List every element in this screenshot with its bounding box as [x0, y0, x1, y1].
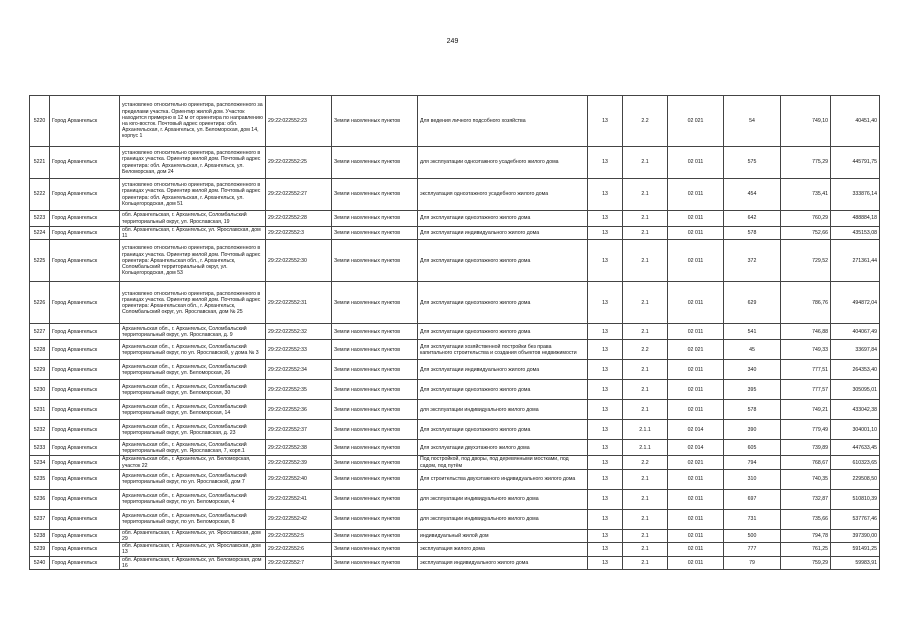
cadastral-number-cell: 29:22:022552:33: [266, 340, 332, 360]
specific-value-cell: 749,10: [781, 96, 831, 147]
classifier-code-cell: 02 011: [668, 240, 724, 282]
municipality-cell: Город Архангельск: [50, 509, 120, 529]
area-cell: 697: [724, 489, 781, 509]
cadastral-value-cell: 537767,46: [831, 509, 880, 529]
code-13-cell: 13: [588, 360, 623, 380]
address-cell: Архангельская обл., г. Архангельск, Соломбальский территориальный округ, ул. Ярославская, 7, корп.1: [120, 440, 266, 456]
permitted-use-cell: для эксплуатации одноэтажного усадебного жилого дома: [418, 147, 588, 179]
classifier-code-cell: 02 011: [668, 543, 724, 556]
row-number-cell: 5233: [30, 440, 50, 456]
municipality-cell: Город Архангельск: [50, 282, 120, 324]
permitted-use-cell: эксплуатация жилого дома: [418, 543, 588, 556]
municipality-cell: Город Архангельск: [50, 380, 120, 400]
cadastral-number-cell: 29:22:022552:5: [266, 529, 332, 542]
cadastral-value-cell: 59983,91: [831, 556, 880, 569]
permitted-use-cell: Для эксплуатации одноэтажного жилого дома: [418, 420, 588, 440]
row-number-cell: 5231: [30, 400, 50, 420]
group-code-cell: 2.1: [623, 509, 668, 529]
table-row: [30, 380, 880, 400]
area-cell: 454: [724, 179, 781, 211]
permitted-use-cell: Для эксплуатации одноэтажного жилого дома: [418, 240, 588, 282]
land-category-cell: Земли населенных пунктов: [332, 420, 418, 440]
group-code-cell: 2.1: [623, 227, 668, 240]
table-row: [30, 509, 880, 529]
permitted-use-cell: Для строительства двухэтажного индивидуального жилого дома: [418, 469, 588, 489]
land-category-cell: Земли населенных пунктов: [332, 556, 418, 569]
land-category-cell: Земли населенных пунктов: [332, 340, 418, 360]
classifier-code-cell: 02 011: [668, 227, 724, 240]
cadastral-value-cell: 510810,39: [831, 489, 880, 509]
group-code-cell: 2.2: [623, 96, 668, 147]
cadastral-number-cell: 29:22:022552:34: [266, 360, 332, 380]
land-category-cell: Земли населенных пунктов: [332, 543, 418, 556]
table-row: [30, 456, 880, 469]
area-cell: 79: [724, 556, 781, 569]
municipality-cell: Город Архангельск: [50, 211, 120, 227]
address-cell: Архангельская обл., г. Архангельск, Соломбальский территориальный округ, ул. Ярославская, д. 9: [120, 324, 266, 340]
code-13-cell: 13: [588, 420, 623, 440]
municipality-cell: Город Архангельск: [50, 340, 120, 360]
row-number-cell: 5223: [30, 211, 50, 227]
cadastral-value-cell: 40451,40: [831, 96, 880, 147]
table-row: [30, 529, 880, 542]
permitted-use-cell: Для эксплуатации одноэтажного жилого дома: [418, 380, 588, 400]
address-cell: установлено относительно ориентира, расположенного в границах участка. Ориентир жилой дом. Почтовый адрес ориентира: Архангельская обл., г. Архангельск, Соломбальский территориальный округ, ул. Кольцегородская, дом 53: [120, 240, 266, 282]
table-row: [30, 282, 880, 324]
code-13-cell: 13: [588, 282, 623, 324]
classifier-code-cell: 02 011: [668, 556, 724, 569]
cadastral-value-cell: 447633,45: [831, 440, 880, 456]
specific-value-cell: 786,76: [781, 282, 831, 324]
group-code-cell: 2.1: [623, 211, 668, 227]
land-category-cell: Земли населенных пунктов: [332, 147, 418, 179]
cadastral-number-cell: 29:22:022552:6: [266, 543, 332, 556]
row-number-cell: 5238: [30, 529, 50, 542]
municipality-cell: Город Архангельск: [50, 456, 120, 469]
cadastral-number-cell: 29:22:022552:25: [266, 147, 332, 179]
permitted-use-cell: Под постройкой, под дворы, под деревянными мостками, под садом, под путём: [418, 456, 588, 469]
municipality-cell: Город Архангельск: [50, 543, 120, 556]
table-row: [30, 543, 880, 556]
classifier-code-cell: 02 014: [668, 420, 724, 440]
permitted-use-cell: Для ведения личного подсобного хозяйства: [418, 96, 588, 147]
table-row: [30, 420, 880, 440]
classifier-code-cell: 02 011: [668, 179, 724, 211]
group-code-cell: 2.1: [623, 240, 668, 282]
area-cell: 578: [724, 227, 781, 240]
cadastral-value-table: [29, 95, 880, 570]
table-row: [30, 211, 880, 227]
classifier-code-cell: 02 014: [668, 440, 724, 456]
classifier-code-cell: 02 011: [668, 509, 724, 529]
table-row: [30, 324, 880, 340]
permitted-use-cell: Для эксплуатации одноэтажного жилого дома: [418, 211, 588, 227]
land-category-cell: Земли населенных пунктов: [332, 440, 418, 456]
address-cell: Архангельская обл., г. Архангельск, Соломбальский территориальный округ, по ул. Ярославской, дом 7: [120, 469, 266, 489]
permitted-use-cell: Для эксплуатации индивидуального жилого дома: [418, 360, 588, 380]
municipality-cell: Город Архангельск: [50, 96, 120, 147]
area-cell: 575: [724, 147, 781, 179]
specific-value-cell: 732,87: [781, 489, 831, 509]
group-code-cell: 2.2: [623, 456, 668, 469]
cadastral-number-cell: 29:22:022552:38: [266, 440, 332, 456]
group-code-cell: 2.1: [623, 380, 668, 400]
cadastral-number-cell: 29:22:022552:27: [266, 179, 332, 211]
address-cell: Архангельская обл., г. Архангельск, Соломбальский территориальный округ, ул. Беломорская, 26: [120, 360, 266, 380]
group-code-cell: 2.1: [623, 529, 668, 542]
specific-value-cell: 759,29: [781, 556, 831, 569]
row-number-cell: 5221: [30, 147, 50, 179]
address-cell: обл. Архангельская, г. Архангельск, ул. Ярославская, дом 13: [120, 543, 266, 556]
code-13-cell: 13: [588, 509, 623, 529]
classifier-code-cell: 02 011: [668, 282, 724, 324]
row-number-cell: 5228: [30, 340, 50, 360]
municipality-cell: Город Архангельск: [50, 420, 120, 440]
row-number-cell: 5230: [30, 380, 50, 400]
group-code-cell: 2.1: [623, 324, 668, 340]
table-row: [30, 147, 880, 179]
permitted-use-cell: Для эксплуатации одноэтажного жилого дома: [418, 282, 588, 324]
land-category-cell: Земли населенных пунктов: [332, 400, 418, 420]
permitted-use-cell: Для эксплуатации одноэтажного жилого дома: [418, 324, 588, 340]
code-13-cell: 13: [588, 240, 623, 282]
cadastral-value-cell: 229508,50: [831, 469, 880, 489]
specific-value-cell: 777,57: [781, 380, 831, 400]
permitted-use-cell: для эксплуатации индивидуального жилого дома: [418, 509, 588, 529]
area-cell: 390: [724, 420, 781, 440]
group-code-cell: 2.1: [623, 556, 668, 569]
table-row: [30, 469, 880, 489]
address-cell: Архангельская обл., г. Архангельск, ул. Беломорская, участок 22: [120, 456, 266, 469]
cadastral-number-cell: 29:22:022552:36: [266, 400, 332, 420]
row-number-cell: 5239: [30, 543, 50, 556]
cadastral-value-cell: 488884,18: [831, 211, 880, 227]
area-cell: 629: [724, 282, 781, 324]
specific-value-cell: 749,33: [781, 340, 831, 360]
address-cell: Архангельская обл., г. Архангельск, Соломбальский территориальный округ, по ул. Беломорская, 4: [120, 489, 266, 509]
cadastral-number-cell: 29:22:022552:37: [266, 420, 332, 440]
classifier-code-cell: 02 011: [668, 489, 724, 509]
group-code-cell: 2.1: [623, 400, 668, 420]
row-number-cell: 5222: [30, 179, 50, 211]
code-13-cell: 13: [588, 227, 623, 240]
municipality-cell: Город Архангельск: [50, 324, 120, 340]
permitted-use-cell: индивидуальный жилой дом: [418, 529, 588, 542]
address-cell: обл. Архангельская, г. Архангельск, Соломбальский территориальный округ, ул. Ярославская, 19: [120, 211, 266, 227]
classifier-code-cell: 02 011: [668, 380, 724, 400]
cadastral-number-cell: 29:22:022552:3: [266, 227, 332, 240]
land-category-cell: Земли населенных пунктов: [332, 489, 418, 509]
cadastral-number-cell: 29:22:022552:35: [266, 380, 332, 400]
permitted-use-cell: эксплуатация индивидуального жилого дома: [418, 556, 588, 569]
row-number-cell: 5236: [30, 489, 50, 509]
classifier-code-cell: 02 011: [668, 469, 724, 489]
cadastral-number-cell: 29:22:022552:41: [266, 489, 332, 509]
land-category-cell: Земли населенных пунктов: [332, 380, 418, 400]
classifier-code-cell: 02 021: [668, 340, 724, 360]
address-cell: Архангельская обл., г. Архангельск, Соломбальский территориальный округ, ул. Беломорская, 30: [120, 380, 266, 400]
table-row: [30, 240, 880, 282]
classifier-code-cell: 02 011: [668, 147, 724, 179]
land-category-cell: Земли населенных пунктов: [332, 240, 418, 282]
specific-value-cell: 760,29: [781, 211, 831, 227]
land-category-cell: Земли населенных пунктов: [332, 509, 418, 529]
address-cell: Архангельская обл., г. Архангельск, Соломбальский территориальный округ, по ул. Ярославской, у дома № 3: [120, 340, 266, 360]
area-cell: 45: [724, 340, 781, 360]
code-13-cell: 13: [588, 380, 623, 400]
row-number-cell: 5237: [30, 509, 50, 529]
cadastral-number-cell: 29:22:022552:30: [266, 240, 332, 282]
cadastral-value-cell: 404067,49: [831, 324, 880, 340]
group-code-cell: 2.1.1: [623, 440, 668, 456]
cadastral-number-cell: 29:22:022552:31: [266, 282, 332, 324]
table-row: [30, 340, 880, 360]
cadastral-value-cell: 435153,08: [831, 227, 880, 240]
row-number-cell: 5234: [30, 456, 50, 469]
address-cell: обл. Архангельская, г. Архангельск, ул. Беломорская, дом 16: [120, 556, 266, 569]
cadastral-value-cell: 494872,04: [831, 282, 880, 324]
cadastral-value-cell: 304001,10: [831, 420, 880, 440]
address-cell: Архангельская обл., г. Архангельск, Соломбальский территориальный округ, ул. Ярославская, д. 23: [120, 420, 266, 440]
row-number-cell: 5220: [30, 96, 50, 147]
area-cell: 777: [724, 543, 781, 556]
specific-value-cell: 779,49: [781, 420, 831, 440]
area-cell: 372: [724, 240, 781, 282]
code-13-cell: 13: [588, 456, 623, 469]
classifier-code-cell: 02 011: [668, 529, 724, 542]
specific-value-cell: 768,67: [781, 456, 831, 469]
code-13-cell: 13: [588, 469, 623, 489]
municipality-cell: Город Архангельск: [50, 240, 120, 282]
group-code-cell: 2.1: [623, 179, 668, 211]
address-cell: установлено относительно ориентира, расположенного в границах участка. Ориентир жилой дом. Почтовый адрес ориентира: Архангельская обл., г. Архангельск, Соломбальский округ, ул. Ярославская, дом № 25: [120, 282, 266, 324]
municipality-cell: Город Архангельск: [50, 360, 120, 380]
area-cell: 794: [724, 456, 781, 469]
group-code-cell: 2.1: [623, 469, 668, 489]
classifier-code-cell: 02 011: [668, 324, 724, 340]
area-cell: 541: [724, 324, 781, 340]
cadastral-value-cell: 33697,84: [831, 340, 880, 360]
row-number-cell: 5235: [30, 469, 50, 489]
area-cell: 54: [724, 96, 781, 147]
code-13-cell: 13: [588, 340, 623, 360]
table-row: [30, 360, 880, 380]
municipality-cell: Город Архангельск: [50, 179, 120, 211]
code-13-cell: 13: [588, 543, 623, 556]
row-number-cell: 5232: [30, 420, 50, 440]
code-13-cell: 13: [588, 324, 623, 340]
code-13-cell: 13: [588, 556, 623, 569]
land-category-cell: Земли населенных пунктов: [332, 227, 418, 240]
cadastral-number-cell: 29:22:022552:32: [266, 324, 332, 340]
cadastral-number-cell: 29:22:022552:28: [266, 211, 332, 227]
classifier-code-cell: 02 011: [668, 360, 724, 380]
cadastral-number-cell: 29:22:022552:39: [266, 456, 332, 469]
cadastral-value-cell: 271361,44: [831, 240, 880, 282]
municipality-cell: Город Архангельск: [50, 529, 120, 542]
cadastral-value-cell: 333876,14: [831, 179, 880, 211]
land-category-cell: Земли населенных пунктов: [332, 456, 418, 469]
area-cell: 578: [724, 400, 781, 420]
address-cell: обл. Архангельская, г. Архангельск, ул. Ярославская, дом 29: [120, 529, 266, 542]
permitted-use-cell: Для эксплуатации двухэтажного жилого дома: [418, 440, 588, 456]
table-row: [30, 440, 880, 456]
municipality-cell: Город Архангельск: [50, 227, 120, 240]
group-code-cell: 2.2: [623, 340, 668, 360]
address-cell: установлено относительно ориентира, расположенного за пределами участка. Ориентир жилой дом. Участок находится примерно в 12 м от ориентира по направлению на юго-восток. Почтовый адрес ориентира: обл. Архангельская, г. Архангельск, ул. Беломорская, дом 14, корпус 1: [120, 96, 266, 147]
code-13-cell: 13: [588, 147, 623, 179]
land-category-cell: Земли населенных пунктов: [332, 179, 418, 211]
code-13-cell: 13: [588, 489, 623, 509]
cadastral-number-cell: 29:22:022552:42: [266, 509, 332, 529]
group-code-cell: 2.1: [623, 543, 668, 556]
row-number-cell: 5225: [30, 240, 50, 282]
land-category-cell: Земли населенных пунктов: [332, 469, 418, 489]
table-row: [30, 227, 880, 240]
cadastral-value-cell: 610323,65: [831, 456, 880, 469]
group-code-cell: 2.1: [623, 360, 668, 380]
specific-value-cell: 735,41: [781, 179, 831, 211]
classifier-code-cell: 02 021: [668, 456, 724, 469]
area-cell: 395: [724, 380, 781, 400]
permitted-use-cell: Для эксплуатации хозяйственной постройки без права капитального строительства и создания объектов недвижимости: [418, 340, 588, 360]
cadastral-number-cell: 29:22:022552:40: [266, 469, 332, 489]
cadastral-value-cell: 305095,01: [831, 380, 880, 400]
specific-value-cell: 729,52: [781, 240, 831, 282]
table-row: [30, 489, 880, 509]
land-category-cell: Земли населенных пунктов: [332, 529, 418, 542]
permitted-use-cell: для эксплуатации индивидуального жилого дома: [418, 489, 588, 509]
table-row: [30, 96, 880, 147]
row-number-cell: 5226: [30, 282, 50, 324]
specific-value-cell: 746,88: [781, 324, 831, 340]
group-code-cell: 2.1: [623, 489, 668, 509]
code-13-cell: 13: [588, 211, 623, 227]
permitted-use-cell: Для эксплуатации индивидуального жилого дома: [418, 227, 588, 240]
municipality-cell: Город Архангельск: [50, 556, 120, 569]
municipality-cell: Город Архангельск: [50, 147, 120, 179]
land-category-cell: Земли населенных пунктов: [332, 96, 418, 147]
land-category-cell: Земли населенных пунктов: [332, 211, 418, 227]
table-row: [30, 556, 880, 569]
specific-value-cell: 777,51: [781, 360, 831, 380]
land-category-cell: Земли населенных пунктов: [332, 282, 418, 324]
cadastral-number-cell: 29:22:022552:7: [266, 556, 332, 569]
row-number-cell: 5224: [30, 227, 50, 240]
area-cell: 310: [724, 469, 781, 489]
classifier-code-cell: 02 011: [668, 211, 724, 227]
area-cell: 340: [724, 360, 781, 380]
address-cell: установлено относительно ориентира, расположенного в границах участка. Ориентир жилой дом. Почтовый адрес ориентира: обл. Архангельская, г. Архангельск, ул. Беломорская, дом 24: [120, 147, 266, 179]
specific-value-cell: 739,89: [781, 440, 831, 456]
cadastral-value-cell: 445791,75: [831, 147, 880, 179]
code-13-cell: 13: [588, 400, 623, 420]
specific-value-cell: 740,35: [781, 469, 831, 489]
area-cell: 642: [724, 211, 781, 227]
classifier-code-cell: 02 021: [668, 96, 724, 147]
cadastral-value-cell: 433042,38: [831, 400, 880, 420]
table-row: [30, 179, 880, 211]
specific-value-cell: 775,29: [781, 147, 831, 179]
table-row: [30, 400, 880, 420]
address-cell: Архангельская обл., г. Архангельск, Соломбальский территориальный округ, по ул. Беломорская, 8: [120, 509, 266, 529]
area-cell: 605: [724, 440, 781, 456]
row-number-cell: 5229: [30, 360, 50, 380]
permitted-use-cell: для эксплуатации индивидуального жилого дома: [418, 400, 588, 420]
municipality-cell: Город Архангельск: [50, 469, 120, 489]
row-number-cell: 5227: [30, 324, 50, 340]
code-13-cell: 13: [588, 440, 623, 456]
area-cell: 500: [724, 529, 781, 542]
specific-value-cell: 735,66: [781, 509, 831, 529]
code-13-cell: 13: [588, 529, 623, 542]
group-code-cell: 2.1.1: [623, 420, 668, 440]
cadastral-value-cell: 397390,00: [831, 529, 880, 542]
code-13-cell: 13: [588, 179, 623, 211]
specific-value-cell: 749,21: [781, 400, 831, 420]
municipality-cell: Город Архангельск: [50, 400, 120, 420]
address-cell: Архангельская обл., г. Архангельск, Соломбальский территориальный округ, ул. Беломорская, 14: [120, 400, 266, 420]
land-category-cell: Земли населенных пунктов: [332, 324, 418, 340]
cadastral-number-cell: 29:22:022552:23: [266, 96, 332, 147]
cadastral-value-cell: 264353,40: [831, 360, 880, 380]
area-cell: 731: [724, 509, 781, 529]
classifier-code-cell: 02 011: [668, 400, 724, 420]
group-code-cell: 2.1: [623, 282, 668, 324]
page-number: 249: [446, 38, 459, 45]
specific-value-cell: 794,78: [781, 529, 831, 542]
address-cell: обл. Архангельская, г. Архангельск, ул. Ярославская, дом 11: [120, 227, 266, 240]
specific-value-cell: 752,66: [781, 227, 831, 240]
municipality-cell: Город Архангельск: [50, 489, 120, 509]
municipality-cell: Город Архангельск: [50, 440, 120, 456]
group-code-cell: 2.1: [623, 147, 668, 179]
specific-value-cell: 761,25: [781, 543, 831, 556]
address-cell: установлено относительно ориентира, расположенного в границах участка. Ориентир жилой дом. Почтовый адрес ориентира: обл. Архангельская, г. Архангельск, ул. Кольцегородская, дом 51: [120, 179, 266, 211]
cadastral-value-cell: 591491,25: [831, 543, 880, 556]
table-body: [30, 96, 880, 570]
row-number-cell: 5240: [30, 556, 50, 569]
land-category-cell: Земли населенных пунктов: [332, 360, 418, 380]
permitted-use-cell: эксплуатация одноэтажного усадебного жилого дома: [418, 179, 588, 211]
code-13-cell: 13: [588, 96, 623, 147]
